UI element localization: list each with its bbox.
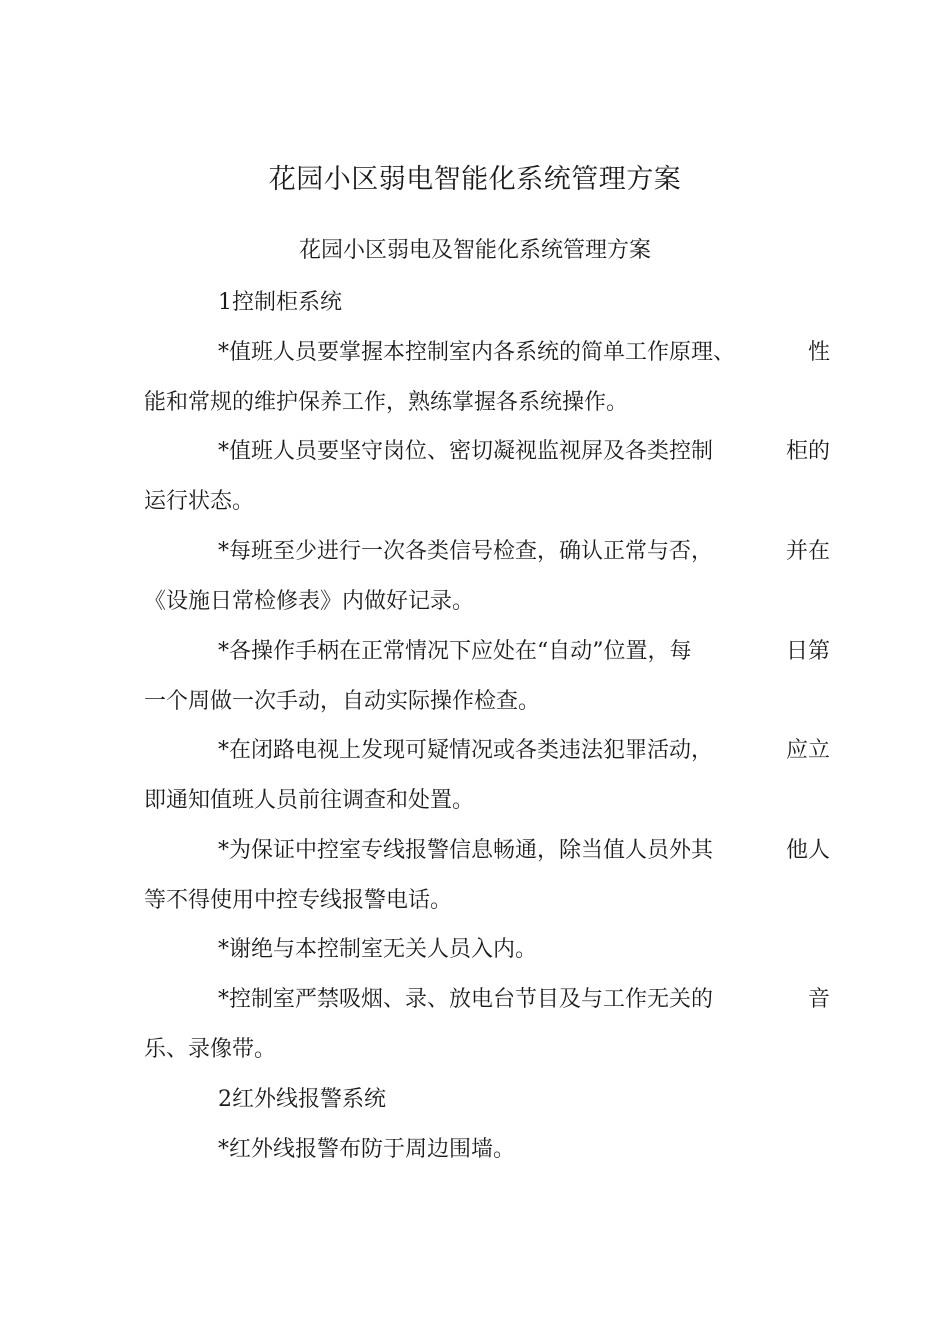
document-title: 花园小区弱电智能化系统管理方案 <box>268 164 682 195</box>
paragraph-continuation: 《设施日常检修表》内做好记录。 <box>144 589 475 614</box>
paragraph-text-tail: 他人 <box>785 838 830 863</box>
paragraph-text-tail: 应立 <box>785 738 830 763</box>
paragraph-text: *控制室严禁吸烟、录、放电台节目及与工作无关的 <box>218 987 714 1012</box>
paragraph-text: *值班人员要坚守岗位、密切凝视监视屏及各类控制 <box>218 439 714 464</box>
paragraph-text: *在闭路电视上发现可疑情况或各类违法犯罪活动， <box>218 738 714 763</box>
paragraph-line <box>218 534 830 570</box>
paragraph-continuation: 等不得使用中控专线报警电话。 <box>144 888 453 913</box>
paragraph-line <box>218 335 830 371</box>
paragraph-continuation: 能和常规的维护保养工作，熟练掌握各系统操作。 <box>144 390 629 415</box>
paragraph-line <box>218 733 830 769</box>
paragraph-continuation: 运行状态。 <box>144 489 255 514</box>
paragraph-continuation: 即通知值班人员前往调查和处置。 <box>144 788 475 813</box>
paragraph-continuation: 乐、录像带。 <box>144 1037 277 1062</box>
section-heading-control-cabinet: 1控制柜系统 <box>218 290 342 315</box>
paragraph-text-tail: 日第 <box>785 639 830 664</box>
paragraph-text-tail: 柜的 <box>785 439 830 464</box>
paragraph-text-tail: 音 <box>807 987 830 1012</box>
paragraph-line <box>218 434 830 470</box>
paragraph-text-tail: 并在 <box>785 539 830 564</box>
paragraph-text: *各操作手柄在正常情况下应处在“自动”位置，每 <box>218 639 692 664</box>
paragraph-text-tail: 性 <box>807 340 830 365</box>
paragraph-line <box>218 833 830 869</box>
paragraph-line <box>218 982 830 1018</box>
paragraph-text: *值班人员要掌握本控制室内各系统的简单工作原理、 <box>218 340 736 365</box>
paragraph-text: *为保证中控室专线报警信息畅通，除当值人员外其 <box>218 838 714 863</box>
paragraph-line <box>218 634 830 670</box>
paragraph-continuation: 一个周做一次手动，自动实际操作检查。 <box>144 689 541 714</box>
document-subtitle: 花园小区弱电及智能化系统管理方案 <box>298 238 651 263</box>
paragraph-line: *红外线报警布防于周边围墙。 <box>218 1137 516 1162</box>
section-heading-infrared-alarm: 2红外线报警系统 <box>218 1087 386 1112</box>
paragraph-text: *每班至少进行一次各类信号检查，确认正常与否， <box>218 539 714 564</box>
paragraph-line: *谢绝与本控制室无关人员入内。 <box>218 937 538 962</box>
